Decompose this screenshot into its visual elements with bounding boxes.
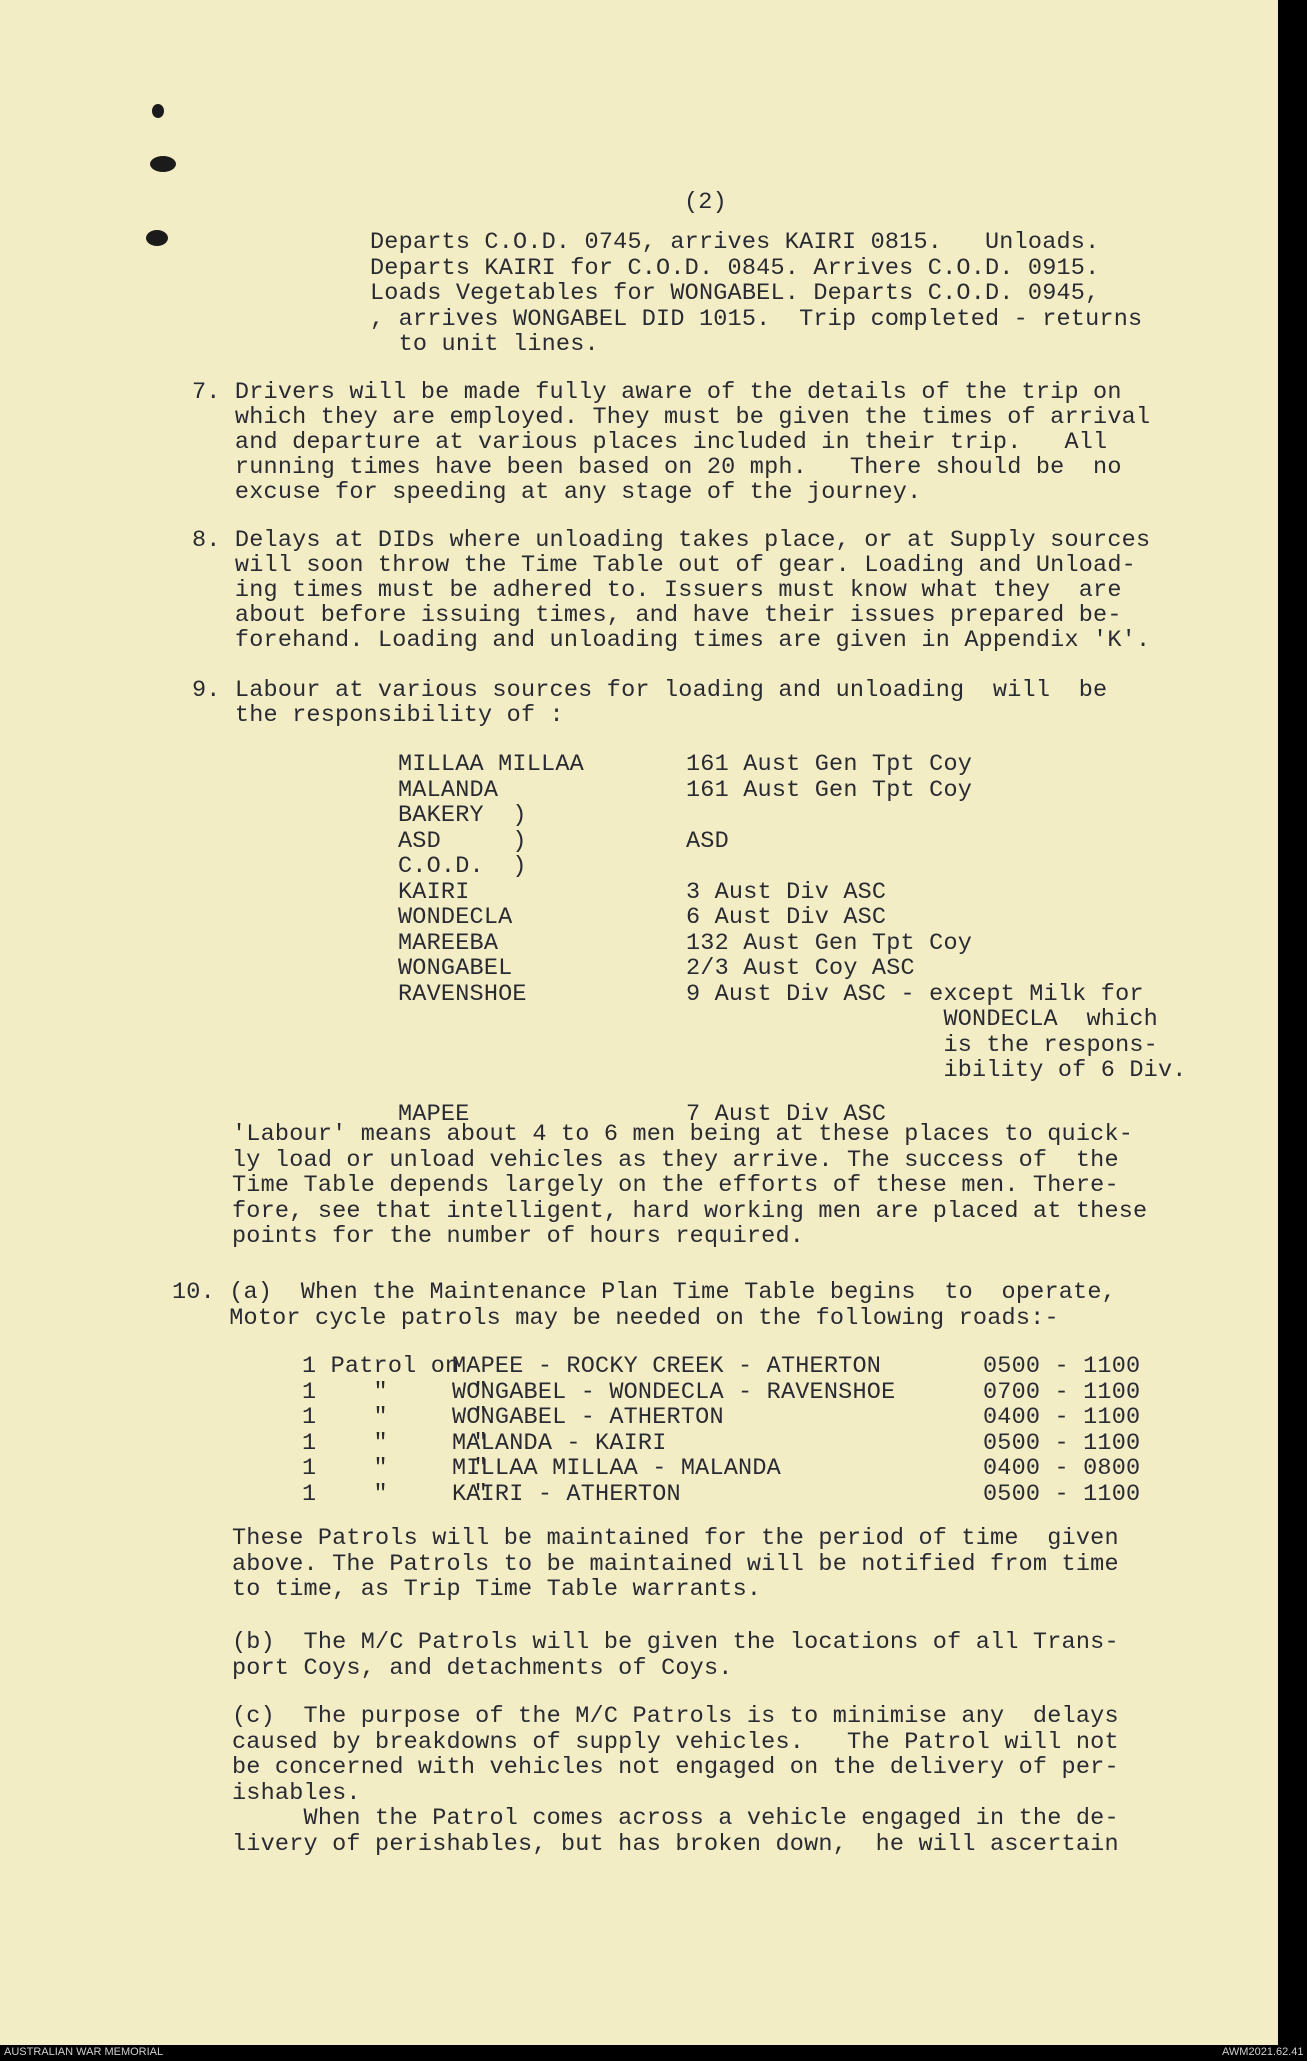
text-line: When the Patrol comes across a vehicle engaged in the de-: [232, 1805, 1119, 1832]
text-line: ing times must be adhered to. Issuers must know what they are: [192, 577, 1122, 604]
footer-right: AWM2021.62.41: [1222, 2046, 1304, 2058]
text-line: Loads Vegetables for WONGABEL. Departs C.O.D. 0945,: [370, 280, 1100, 307]
text-line: be concerned with vehicles not engaged on the delivery of per-: [232, 1754, 1119, 1781]
text-line: caused by breakdowns of supply vehicles. The Patrol will not: [232, 1728, 1119, 1756]
text-line: (b) The M/C Patrols will be given the locations of all Trans-: [232, 1629, 1119, 1656]
labour-unit: 6 Aust Div ASC: [686, 904, 887, 931]
patrol-road: MAPEE - ROCKY CREEK - ATHERTON: [452, 1353, 882, 1380]
text-line: port Coys, and detachments of Coys.: [232, 1654, 733, 1682]
labour-unit: 161 Aust Gen Tpt Coy: [686, 751, 973, 778]
text-line: Motor cycle patrols may be needed on the following roads:-: [172, 1304, 1059, 1332]
labour-unit: 2/3 Aust Coy ASC: [686, 955, 915, 982]
labour-place: WONDECLA: [398, 904, 513, 931]
text-line: about before issuing times, and have their issues prepared be-: [192, 602, 1122, 629]
text-line: 10. (a) When the Maintenance Plan Time Table begins to operate,: [172, 1279, 1116, 1306]
text-line: livery of perishables, but has broken down, he will ascertain: [232, 1830, 1119, 1858]
text-line: which they are employed. They must be given the times of arrival: [192, 404, 1151, 431]
text-line: , arrives WONGABEL DID 1015. Trip completed - returns: [370, 305, 1143, 333]
text-line: running times have been based on 20 mph. There should be no: [192, 454, 1122, 481]
text-line: and departure at various places included in their trip. All: [192, 429, 1108, 456]
patrol-road: MALANDA - KAIRI: [452, 1429, 667, 1457]
patrol-num: 1 " ": [302, 1429, 488, 1457]
text-line: (c) The purpose of the M/C Patrols is to minimise any delays: [232, 1703, 1119, 1730]
labour-unit: 132 Aust Gen Tpt Coy: [686, 929, 973, 957]
patrol-time: 0500 - 1100: [983, 1353, 1141, 1380]
page-number: (2): [684, 189, 727, 216]
patrol-num: 1 Patrol on: [302, 1353, 460, 1380]
labour-place: WONGABEL: [398, 955, 513, 982]
patrol-time: 0400 - 0800: [983, 1455, 1141, 1482]
labour-unit: is the respons-: [686, 1031, 1158, 1059]
labour-unit: 161 Aust Gen Tpt Coy: [686, 776, 973, 804]
patrol-time: 0500 - 1100: [983, 1480, 1141, 1508]
patrol-road: MILLAA MILLAA - MALANDA: [452, 1455, 781, 1482]
labour-place: MALANDA: [398, 776, 499, 804]
text-line: 8. Delays at DIDs where unloading takes place, or at Supply sources: [192, 527, 1151, 554]
text-line: points for the number of hours required.: [232, 1223, 805, 1250]
labour-unit: 3 Aust Div ASC: [686, 878, 887, 906]
labour-place: ASD ): [398, 827, 527, 855]
punch-hole-mark: [150, 156, 176, 172]
labour-place: MAREEBA: [398, 929, 499, 957]
labour-place: BAKERY ): [398, 802, 527, 829]
text-line: 7. Drivers will be made fully aware of the details of the trip on: [192, 379, 1122, 406]
footer-left: AUSTRALIAN WAR MEMORIAL: [4, 2046, 164, 2058]
punch-hole-mark: [146, 230, 168, 246]
patrol-time: 0700 - 1100: [983, 1378, 1141, 1406]
punch-hole-mark: [152, 104, 164, 118]
text-line: to time, as Trip Time Table warrants.: [232, 1576, 762, 1603]
text-line: fore, see that intelligent, hard working men are placed at these: [232, 1197, 1148, 1225]
patrol-num: 1 " ": [302, 1480, 488, 1508]
patrol-num: 1 " ": [302, 1404, 488, 1431]
labour-unit: WONDECLA which: [686, 1006, 1158, 1033]
patrol-num: 1 " ": [302, 1378, 488, 1406]
text-line: 9. Labour at various sources for loading and unloading will be: [192, 677, 1108, 704]
labour-place: KAIRI: [398, 878, 470, 906]
text-line: ly load or unload vehicles as they arrive. The success of the: [232, 1146, 1119, 1174]
text-line: the responsibility of :: [192, 702, 564, 729]
text-line: 'Labour' means about 4 to 6 men being at these places to quick-: [232, 1121, 1134, 1148]
labour-unit: 9 Aust Div ASC - except Milk for: [686, 980, 1144, 1008]
text-line: Departs C.O.D. 0745, arrives KAIRI 0815. Unloads.: [370, 229, 1100, 256]
labour-place: C.O.D. ): [398, 853, 527, 880]
patrol-road: WONGABEL - ATHERTON: [452, 1404, 724, 1431]
labour-place: RAVENSHOE: [398, 980, 527, 1008]
labour-place: MAPEE: [398, 1100, 470, 1128]
text-line: Departs KAIRI for C.O.D. 0845. Arrives C.O.D. 0915.: [370, 254, 1100, 282]
labour-unit: 7 Aust Div ASC: [686, 1100, 887, 1128]
text-line: above. The Patrols to be maintained will be notified from time: [232, 1550, 1119, 1578]
text-line: ishables.: [232, 1779, 361, 1807]
patrol-time: 0500 - 1100: [983, 1429, 1141, 1457]
labour-unit: ASD: [686, 827, 729, 855]
text-line: will soon throw the Time Table out of gear. Loading and Unload-: [192, 552, 1136, 579]
labour-place: MILLAA MILLAA: [398, 751, 584, 778]
patrol-road: WONGABEL - WONDECLA - RAVENSHOE: [452, 1378, 896, 1406]
text-line: These Patrols will be maintained for the period of time given: [232, 1525, 1119, 1552]
patrol-num: 1 " ": [302, 1455, 488, 1482]
text-line: excuse for speeding at any stage of the journey.: [192, 479, 922, 506]
text-line: forehand. Loading and unloading times are given in Appendix 'K'.: [192, 627, 1151, 654]
labour-unit: ibility of 6 Div.: [686, 1057, 1187, 1084]
patrol-road: KAIRI - ATHERTON: [452, 1480, 681, 1508]
patrol-time: 0400 - 1100: [983, 1404, 1141, 1431]
text-line: to unit lines.: [370, 331, 599, 358]
text-line: Time Table depends largely on the efforts of these men. There-: [232, 1172, 1119, 1199]
